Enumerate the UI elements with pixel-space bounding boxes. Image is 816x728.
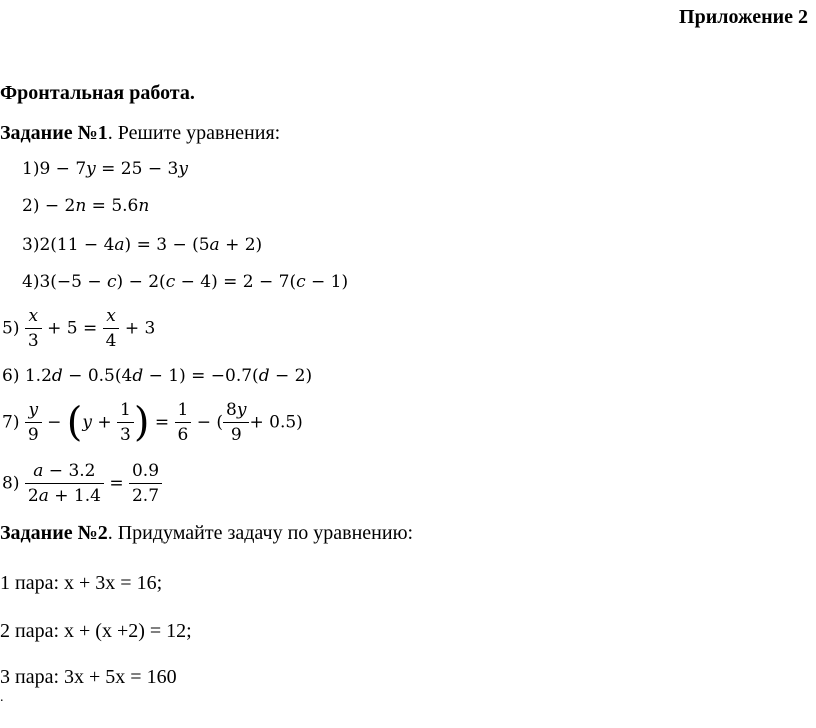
task2-heading [0, 522, 413, 545]
equation-1: 1)9 − 7y = 25 − 3y [22, 159, 188, 179]
task2-label: Задание №2 [0, 522, 108, 544]
task1-heading [0, 122, 280, 145]
equation-3: 3)2(11 − 4a) = 3 − (5a + 2) [22, 235, 263, 255]
task1-label: Задание №1 [0, 122, 108, 144]
pair-3: 3 пара: 3х + 5х = 160 [0, 666, 177, 688]
equation-7: 7) $\frac{y}{9}$ − (y + $\frac{1}{3}$ ) = $\frac{1}{6}$ − ( $\frac{8y}{9}$ + 0.5) [2, 399, 303, 446]
pair-2: 2 пара: х + (х +2) = 12; [0, 620, 192, 642]
pair-1: 1 пара: х + 3х = 16; [0, 572, 163, 594]
equation-6: 6) 1.2d − 0.5(4d − 1) = −0.7(d − 2) [2, 366, 313, 386]
equation-5: 5) $\frac{x}{3}$ + 5 = $\frac{x}{4}$ + 3 [2, 306, 156, 351]
task2-text: . Придумайте задачу по уравнению: [107, 522, 414, 544]
equation-8: 8) $\frac{a - 3.2}{2a + 1.4}$ = $\frac{0.9}{2.7}$ [2, 459, 162, 508]
equation-4: 4)3(−5 − c) − 2(c − 4) = 2 − 7(c − 1) [22, 272, 349, 292]
task1-text: . Решите уравнения: [107, 122, 281, 144]
equation-2: 2) − 2n = 5.6n [22, 196, 150, 216]
appendix-label: Приложение 2 [679, 6, 808, 28]
footer-mark: . [0, 690, 4, 705]
page-title: Фронтальная работа. [0, 82, 195, 104]
